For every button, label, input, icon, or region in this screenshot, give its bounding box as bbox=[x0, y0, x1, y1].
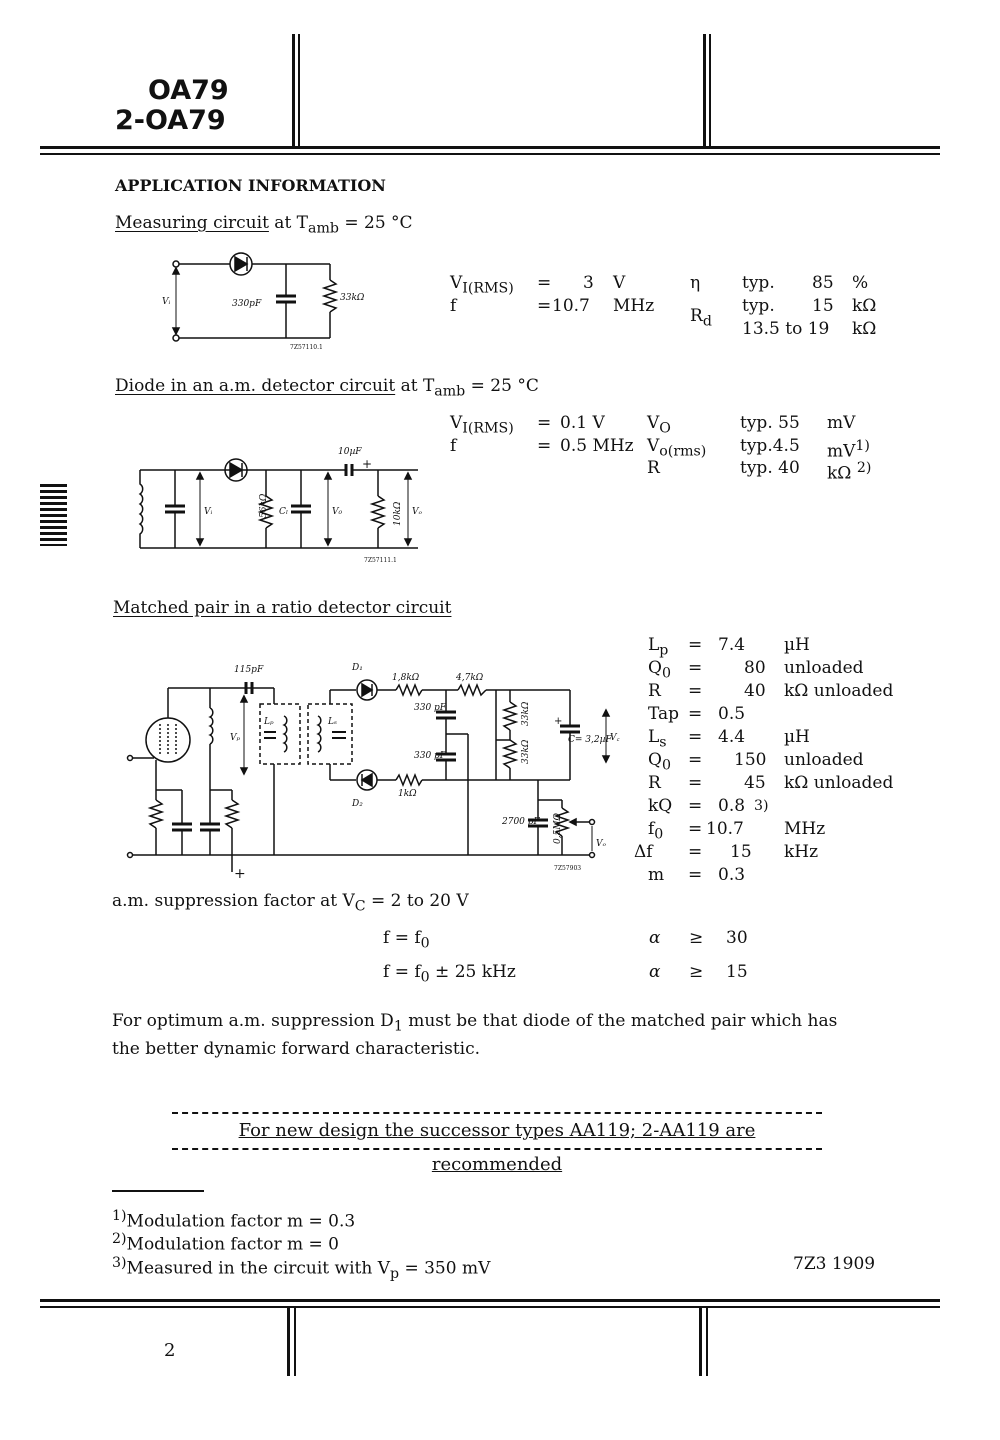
text-value: = bbox=[688, 658, 703, 678]
r1k-label: 1kΩ bbox=[398, 789, 417, 799]
plus-sign: + bbox=[554, 716, 563, 727]
result-value: 85 bbox=[812, 273, 834, 293]
text-value: = bbox=[688, 865, 703, 885]
text-value: unloaded bbox=[784, 750, 864, 770]
text-value: 2) bbox=[112, 1231, 127, 1247]
r05-label: 0,5MΩ bbox=[553, 813, 563, 844]
param-symbol: f bbox=[450, 436, 457, 456]
text-value: 40 bbox=[744, 681, 766, 701]
text-value: f = f bbox=[383, 928, 421, 948]
param-unit: MHz bbox=[613, 296, 655, 316]
result-unit: kΩ bbox=[827, 463, 852, 484]
measuring-param-row bbox=[450, 273, 626, 298]
text-value: m bbox=[648, 865, 665, 885]
margin-bar-marker bbox=[40, 484, 67, 546]
measuring-heading-sub: amb bbox=[308, 220, 339, 237]
detector-result-row bbox=[647, 458, 872, 484]
coil-icon bbox=[140, 470, 143, 548]
c330a-label: 330 pF bbox=[414, 703, 447, 713]
footer-vline-1 bbox=[287, 1308, 290, 1376]
resistor-icon bbox=[372, 496, 384, 528]
schematic-code: 7Z57110.1 bbox=[290, 344, 323, 351]
text-value: 30 bbox=[726, 928, 748, 948]
text-value: = bbox=[688, 704, 703, 724]
optimum-note-line1 bbox=[112, 1010, 837, 1038]
param-equals: = bbox=[537, 296, 552, 316]
resistor-icon bbox=[226, 800, 238, 828]
detector-heading bbox=[115, 376, 539, 401]
footnote-rule bbox=[112, 1190, 204, 1192]
param-symbol: f bbox=[450, 296, 457, 316]
plus-sign: + bbox=[234, 866, 246, 882]
footer-vline-2b bbox=[706, 1308, 708, 1376]
ratio-param-row bbox=[648, 681, 894, 701]
r33a-label: 33kΩ bbox=[521, 701, 531, 726]
footnote bbox=[112, 1206, 355, 1232]
res-label: 33kΩ bbox=[340, 293, 365, 303]
coil-icon bbox=[284, 716, 287, 752]
text-value: 4.4 bbox=[718, 727, 746, 747]
text-value: 1) bbox=[112, 1208, 127, 1224]
vo-label: V₀ bbox=[332, 507, 343, 517]
text-value: = bbox=[688, 819, 703, 839]
header-hline-1 bbox=[40, 146, 940, 149]
suppression-label bbox=[112, 891, 469, 916]
type-line-1: OA79 bbox=[148, 75, 229, 106]
vi-label: Vᵢ bbox=[162, 297, 171, 307]
measuring-result-row bbox=[690, 273, 869, 293]
result-range: 13.5 to 19 bbox=[742, 319, 830, 339]
text-value: Q bbox=[648, 658, 662, 678]
result-unit: mV bbox=[827, 441, 856, 462]
param-subscript: I(RMS) bbox=[462, 280, 514, 297]
text-value: Modulation factor m = 0 bbox=[126, 1234, 339, 1255]
header-vline-2b bbox=[709, 34, 711, 148]
c115-label: 115pF bbox=[234, 665, 264, 675]
text-value: 3) bbox=[754, 798, 769, 814]
text-value: = bbox=[688, 796, 703, 816]
text-value: 0 bbox=[661, 757, 671, 774]
ratio-heading: Matched pair in a ratio detector circuit bbox=[113, 598, 452, 618]
result-qualifier: typ. bbox=[742, 273, 775, 293]
text-value: 150 bbox=[734, 750, 767, 770]
ratio-param-row bbox=[648, 750, 864, 775]
optimum-note-line2: the better dynamic forward characteristic. bbox=[112, 1039, 481, 1060]
text-value: Q bbox=[648, 750, 662, 770]
footer-hline-2 bbox=[40, 1306, 940, 1308]
resistor-icon bbox=[324, 280, 336, 312]
ratio-param-row bbox=[648, 658, 864, 683]
d1-label: D₁ bbox=[352, 663, 363, 673]
ls-label: Lₛ bbox=[328, 717, 338, 727]
text-value: ≥ bbox=[689, 928, 704, 948]
coil-icon bbox=[210, 708, 213, 744]
suppression-row bbox=[383, 928, 748, 953]
r1-label: 56kΩ bbox=[259, 493, 269, 518]
param-subscript: I(RMS) bbox=[462, 420, 514, 437]
cl-label: Cₗ bbox=[279, 507, 289, 517]
text-value: = bbox=[688, 750, 703, 770]
ratio-schematic bbox=[124, 660, 624, 882]
param-symbol: V bbox=[450, 413, 463, 433]
result-symbol: R bbox=[647, 458, 660, 478]
footer-vline-1b bbox=[294, 1308, 296, 1376]
transformer-secondary bbox=[308, 704, 352, 764]
cap-top-label: 10µF bbox=[338, 447, 362, 457]
text-value: Δf bbox=[634, 842, 653, 862]
text-value: f bbox=[648, 819, 655, 839]
param-unit: V bbox=[613, 273, 626, 293]
ratio-param-row bbox=[634, 842, 819, 862]
schematic-code: 7Z57903 bbox=[554, 865, 582, 872]
text-value: = bbox=[688, 681, 703, 701]
successor-banner: For new design the successor types AA119; 2-AA119 are recommended bbox=[172, 1112, 822, 1150]
ratio-param-row bbox=[648, 635, 810, 660]
cap-label: 330pF bbox=[232, 299, 262, 309]
vo2-label: Vₒ bbox=[412, 507, 422, 517]
param-value: 0.5 MHz bbox=[560, 436, 634, 456]
text-value: 45 bbox=[744, 773, 766, 793]
measuring-heading-tail: = 25 °C bbox=[338, 213, 413, 233]
result-subscript: o(rms) bbox=[659, 443, 707, 460]
detector-heading-sub: amb bbox=[434, 383, 466, 400]
ratio-param-row bbox=[648, 819, 826, 844]
c330b-label: 330 pF bbox=[414, 751, 447, 761]
terminal bbox=[173, 261, 179, 267]
text-value: ≥ bbox=[689, 962, 704, 982]
text-value: 7.4 bbox=[718, 635, 746, 655]
text-value: α bbox=[649, 962, 661, 982]
text-value: unloaded bbox=[784, 658, 864, 678]
result-unit: kΩ bbox=[852, 296, 877, 316]
ratio-param-row bbox=[648, 865, 746, 885]
text-value: 0.8 bbox=[718, 796, 746, 816]
result-value: typ.4.5 bbox=[740, 436, 800, 456]
footer-vline-2 bbox=[699, 1308, 702, 1376]
text-value: a.m. suppression factor at V bbox=[112, 891, 355, 911]
result-symbol: η bbox=[690, 273, 701, 293]
r47-label: 4,7kΩ bbox=[456, 673, 484, 683]
result-symbol: R bbox=[690, 306, 703, 326]
schematic-code: 7Z57111.1 bbox=[364, 557, 397, 564]
result-qualifier: typ. bbox=[742, 296, 775, 316]
detector-heading-tail: = 25 °C bbox=[465, 376, 539, 396]
text-value: 0.5 bbox=[718, 704, 746, 724]
param-symbol: V bbox=[450, 273, 463, 293]
header-vline-2 bbox=[703, 34, 706, 148]
resistor-icon bbox=[396, 775, 422, 785]
text-value: kHz bbox=[784, 842, 819, 862]
vi-label: Vᵢ bbox=[204, 507, 213, 517]
detector-param-row bbox=[450, 436, 634, 456]
text-value: 0 bbox=[661, 665, 671, 682]
text-value: 15 bbox=[726, 962, 748, 982]
text-value: µH bbox=[784, 635, 810, 655]
text-value: α bbox=[649, 928, 661, 948]
r18-label: 1,8kΩ bbox=[392, 673, 420, 683]
text-value: µH bbox=[784, 727, 810, 747]
detector-heading-title: Diode in an a.m. detector circuit bbox=[115, 376, 396, 396]
ratio-param-row bbox=[648, 773, 894, 793]
optimum-note bbox=[112, 1010, 837, 1061]
resistor-icon bbox=[504, 702, 516, 730]
detector-schematic bbox=[118, 440, 428, 570]
measuring-heading bbox=[115, 213, 413, 238]
plus-sign: + bbox=[362, 457, 373, 471]
type-line-2: 2-OA79 bbox=[115, 105, 226, 136]
footnote bbox=[112, 1229, 339, 1255]
result-value: typ. 40 bbox=[740, 458, 800, 478]
result-subscript: O bbox=[659, 420, 671, 437]
text-value: L bbox=[648, 635, 660, 655]
text-value: 10.7 bbox=[706, 819, 744, 839]
ratio-param-row bbox=[648, 796, 769, 816]
r33b-label: 33kΩ bbox=[521, 739, 531, 764]
text-value: kΩ unloaded bbox=[784, 681, 894, 701]
coil-icon bbox=[318, 716, 321, 752]
transformer-primary bbox=[260, 704, 300, 764]
param-value: 0.1 V bbox=[560, 413, 605, 433]
measuring-schematic bbox=[150, 250, 370, 350]
param-equals: = bbox=[537, 413, 552, 433]
footnote-ref: 2) bbox=[856, 460, 872, 476]
result-value: typ. 55 bbox=[740, 413, 800, 433]
resistor-icon bbox=[396, 685, 422, 695]
text-value: 0 bbox=[420, 935, 430, 952]
detector-heading-at: at T bbox=[395, 376, 435, 396]
result-unit: kΩ bbox=[852, 319, 877, 339]
text-value: 15 bbox=[730, 842, 752, 862]
detector-param-row bbox=[450, 413, 605, 438]
header-vline-1b bbox=[298, 34, 300, 148]
text-value: 3) bbox=[112, 1255, 127, 1271]
type-number bbox=[115, 76, 229, 136]
detector-result-row bbox=[647, 413, 856, 438]
text-value: MHz bbox=[784, 819, 826, 839]
resistor-icon bbox=[150, 800, 162, 828]
text-value: kQ bbox=[648, 796, 673, 816]
text-value: must be that diode of the matched pair which has bbox=[402, 1011, 838, 1031]
text-value: = bbox=[688, 773, 703, 793]
measuring-param-row bbox=[450, 296, 655, 316]
text-value: s bbox=[659, 734, 667, 751]
text-value: ± 25 kHz bbox=[429, 962, 516, 982]
text-value: = bbox=[688, 842, 703, 862]
text-value: Modulation factor m = 0.3 bbox=[126, 1211, 356, 1232]
text-value: Tap bbox=[648, 704, 680, 724]
text-value: = bbox=[688, 635, 703, 655]
text-value: R bbox=[648, 681, 661, 701]
result-unit: % bbox=[852, 273, 869, 293]
vc-label: V꜀ bbox=[610, 733, 620, 743]
vp-label: Vₚ bbox=[230, 733, 241, 743]
text-value: Measured in the circuit with V bbox=[126, 1258, 390, 1279]
resistor-icon bbox=[504, 740, 516, 768]
text-value: = 2 to 20 V bbox=[365, 891, 469, 911]
param-equals: = bbox=[537, 273, 552, 293]
lp-label: Lₚ bbox=[264, 717, 274, 727]
text-value: p bbox=[659, 642, 669, 659]
text-value: = bbox=[688, 727, 703, 747]
text-value: = 350 mV bbox=[399, 1258, 491, 1279]
ratio-params bbox=[630, 635, 894, 895]
param-value: 3 bbox=[583, 273, 594, 293]
footer-hline-1 bbox=[40, 1299, 940, 1302]
result-subscript: d bbox=[702, 313, 712, 330]
text-value: p bbox=[390, 1266, 400, 1283]
result-value: 15 bbox=[812, 296, 834, 316]
measuring-heading-title: Measuring circuit bbox=[115, 213, 269, 233]
text-value: 0.3 bbox=[718, 865, 746, 885]
result-symbol: V bbox=[647, 436, 660, 456]
resistor-icon bbox=[458, 685, 486, 695]
text-value: L bbox=[648, 727, 660, 747]
footnote bbox=[112, 1253, 490, 1284]
header-vline-1 bbox=[292, 34, 295, 148]
text-value: C bbox=[354, 898, 366, 915]
ratio-param-row bbox=[648, 727, 810, 752]
vo-label: Vₒ bbox=[596, 839, 606, 849]
measuring-heading-at: at T bbox=[268, 213, 309, 233]
cbig-label: C= 3,2µF bbox=[568, 735, 612, 745]
result-unit: mV bbox=[827, 413, 856, 433]
text-value: 80 bbox=[744, 658, 766, 678]
ratio-param-row bbox=[648, 704, 746, 724]
text-value: 0 bbox=[654, 826, 664, 843]
text-value: 1 bbox=[393, 1018, 403, 1035]
footnote-ref: 1) bbox=[855, 438, 870, 454]
r2-label: 10kΩ bbox=[393, 501, 403, 526]
text-value: 0 bbox=[420, 969, 430, 986]
text-value: For optimum a.m. suppression D bbox=[112, 1011, 394, 1031]
d2-label: D₂ bbox=[352, 799, 363, 809]
c2700-label: 2700 pF bbox=[502, 817, 540, 827]
result-symbol: V bbox=[647, 413, 660, 433]
section-title: APPLICATION INFORMATION bbox=[115, 176, 386, 195]
terminal bbox=[173, 335, 179, 341]
text-value: f = f bbox=[383, 962, 421, 982]
header-hline-2 bbox=[40, 153, 940, 155]
page-number: 2 bbox=[164, 1340, 176, 1361]
text-value: R bbox=[648, 773, 661, 793]
param-equals: = bbox=[537, 436, 552, 456]
text-value: kΩ unloaded bbox=[784, 773, 894, 793]
suppression-row bbox=[383, 962, 748, 987]
drawing-code: 7Z3 1909 bbox=[793, 1254, 876, 1274]
param-value: 10.7 bbox=[552, 296, 590, 316]
